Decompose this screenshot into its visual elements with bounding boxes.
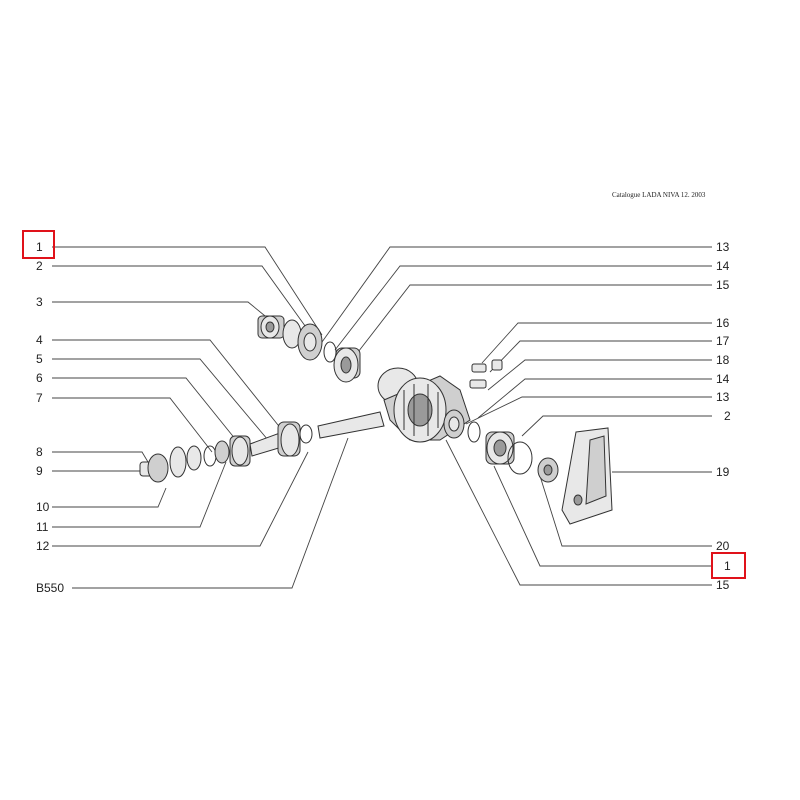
callout-right-15a: 15: [716, 278, 730, 292]
callout-left-5: 5: [36, 352, 43, 366]
callout-left-11: 11: [36, 520, 49, 534]
callout-left-2: 2: [36, 259, 43, 273]
callout-right-14b: 14: [716, 372, 730, 386]
callout-right-16: 16: [716, 316, 730, 330]
callout-left-3: 3: [36, 295, 43, 309]
callout-left-9: 9: [36, 464, 43, 478]
callout-right-20: 20: [716, 539, 730, 553]
callout-left-8: 8: [36, 445, 43, 459]
upper-bearing-assembly: [258, 316, 360, 382]
callout-left-1: 1: [36, 240, 43, 254]
callout-right-13b: 13: [716, 390, 730, 404]
leader-lines-left: [52, 247, 348, 588]
mounting-bracket: [562, 428, 612, 524]
callout-right-2: 2: [724, 409, 731, 423]
catalogue-header: Catalogue LADA NIVA 12. 2003: [612, 191, 706, 199]
callout-left-b550: B550: [36, 581, 65, 595]
callout-left-10: 10: [36, 500, 50, 514]
callout-right-18: 18: [716, 353, 730, 367]
right-bearing-assembly: [444, 410, 558, 482]
callout-left-6: 6: [36, 371, 43, 385]
callout-right-15b: 15: [716, 578, 730, 592]
callout-right-14a: 14: [716, 259, 730, 273]
callout-left-12: 12: [36, 539, 50, 553]
callout-right-17: 17: [716, 334, 730, 348]
drive-shaft-assembly: [140, 412, 384, 482]
callout-right-13a: 13: [716, 240, 730, 254]
callout-right-19: 19: [716, 465, 730, 479]
callout-right-1: 1: [724, 559, 731, 573]
retaining-clips: [470, 360, 502, 388]
callout-left-4: 4: [36, 333, 43, 347]
callout-left-7: 7: [36, 391, 43, 405]
